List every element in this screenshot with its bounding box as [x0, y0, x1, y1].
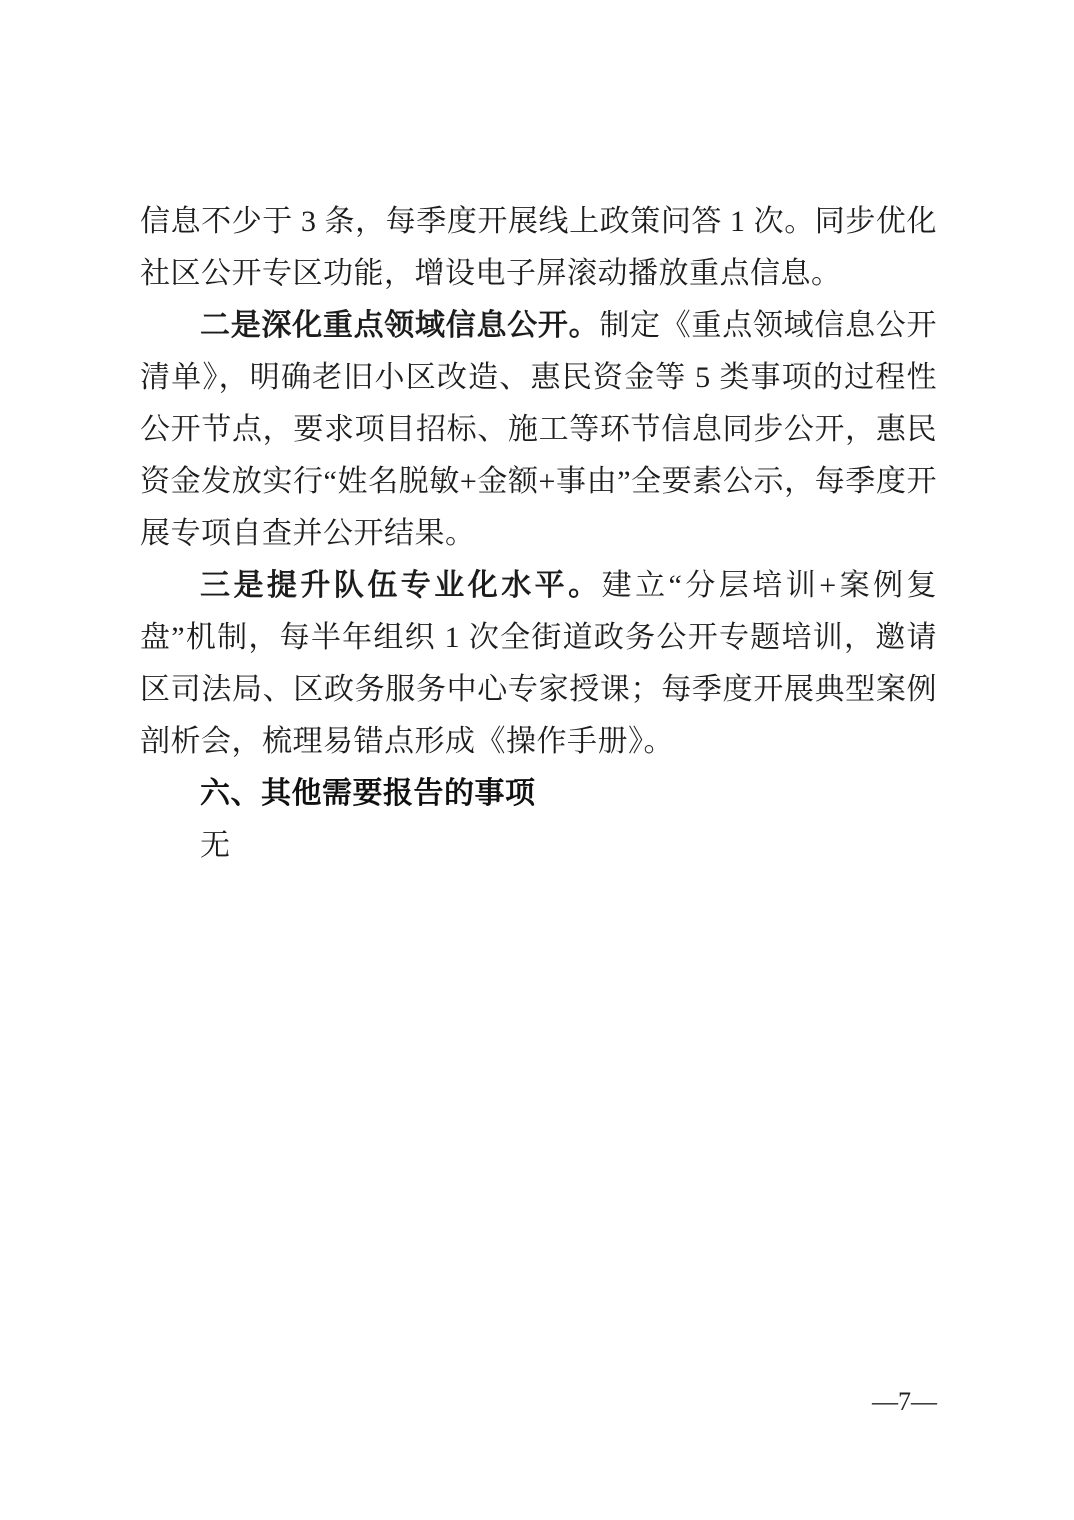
paragraph-none: 无 — [200, 829, 231, 862]
page-number: —7— — [872, 1387, 937, 1416]
document-body — [140, 196, 937, 872]
section-three-text: 建立“分层培训+案例复盘”机制，每半年组织 1 次全街道政务公开专题培训，邀请区司法局、区政务服务中心专家授课；每季度开展典型案例剖析会，梳理易错点形成《操作手册》。 — [140, 569, 938, 758]
heading-section-six: 六、其他需要报告的事项 — [200, 777, 536, 810]
paragraph-continuation: 信息不少于 3 条，每季度开展线上政策问答 1 次。同步优化社区公开专区功能，增设电子屏滚动播放重点信息。 — [140, 205, 937, 290]
section-three-lead: 三是提升队伍专业化水平。 — [200, 569, 602, 602]
section-two-text: 制定《重点领域信息公开清单》，明确老旧小区改造、惠民资金等 5 类事项的过程性公开节点，要求项目招标、施工等环节信息同步公开，惠民资金发放实行“姓名脱敏+金额+事由”全要素公示，每季度开展专项自查并公开结果。 — [140, 309, 938, 550]
paragraph-section-two — [140, 300, 937, 560]
paragraph-section-three — [140, 560, 937, 768]
section-two-lead: 二是深化重点领域信息公开。 — [200, 309, 600, 342]
